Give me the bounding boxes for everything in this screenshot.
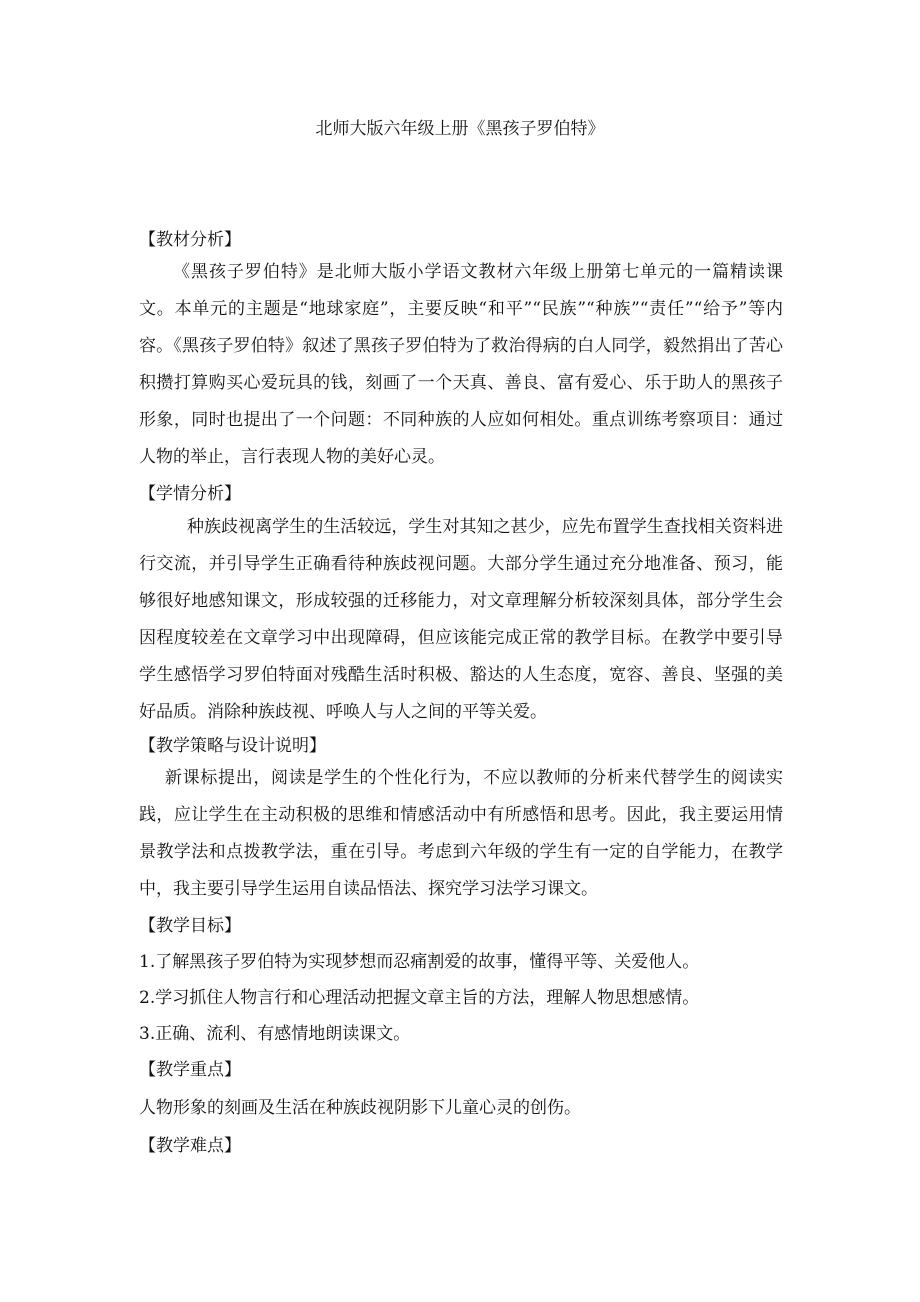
section-heading-student-analysis: 【学情分析】 <box>139 484 241 504</box>
paragraph-key-points: 人物形象的刻画及生活在种族歧视阴影下儿童心灵的创伤。 <box>139 1098 581 1118</box>
objective-item-3: 3.正确、流利、有感情地朗读课文。 <box>139 1024 411 1044</box>
section-heading-textbook-analysis: 【教材分析】 <box>139 230 241 250</box>
section-heading-key-points: 【教学重点】 <box>139 1060 241 1080</box>
objective-item-2: 2.学习抓住人物言行和心理活动把握文章主旨的方法，理解人物思想感情。 <box>139 988 700 1008</box>
section-heading-objectives: 【教学目标】 <box>139 916 241 936</box>
page-title: 北师大版六年级上册《黑孩子罗伯特》 <box>315 119 605 139</box>
section-heading-difficulties: 【教学难点】 <box>139 1136 241 1156</box>
paragraph-student-analysis: 种族歧视离学生的生活较远，学生对其知之甚少，应先布置学生查找相关资料进行交流，并引导学生正确看待种族歧视问题。大部分学生通过充分地准备、预习，能够很好地感知课文，形成较强的迁移能力，对文章理解分析较深刻具体，部分学生会因程度较差在文章学习中出现障碍，但应该能完成正常的教学目标。在教学中要引导学生感悟学习罗伯特面对残酷生活时积极、豁达的人生态度，宽容、善良、坚强的美好品质。消除种族歧视、呼唤人与人之间的平等关爱。 <box>139 517 783 722</box>
objective-item-1: 1.了解黑孩子罗伯特为实现梦想而忍痛割爱的故事，懂得平等、关爱他人。 <box>139 952 700 972</box>
paragraph-strategy: 新课标提出，阅读是学生的个性化行为，不应以教师的分析来代替学生的阅读实践，应让学生在主动积极的思维和情感活动中有所感悟和思考。因此，我主要运用情景教学法和点拨教学法，重在引导。考虑到六年级的学生有一定的自学能力，在教学中，我主要引导学生运用自读品悟法、探究学习法学习课文。 <box>139 768 783 899</box>
section-heading-strategy: 【教学策略与设计说明】 <box>139 736 326 756</box>
paragraph-textbook-analysis: 《黑孩子罗伯特》是北师大版小学语文教材六年级上册第七单元的一篇精读课文。本单元的主题是“地球家庭”，主要反映“和平”“民族”“种族”“责任”“给予”等内容。《黑孩子罗伯特》叙述了黑孩子罗伯特为了救治得病的白人同学，毅然捐出了苦心积攒打算购买心爱玩具的钱，刻画了一个天真、善良、富有爱心、乐于助人的黑孩子形象，同时也提出了一个问题：不同种族的人应如何相处。重点训练考察项目：通过人物的举止，言行表现人物的美好心灵。 <box>139 262 783 467</box>
